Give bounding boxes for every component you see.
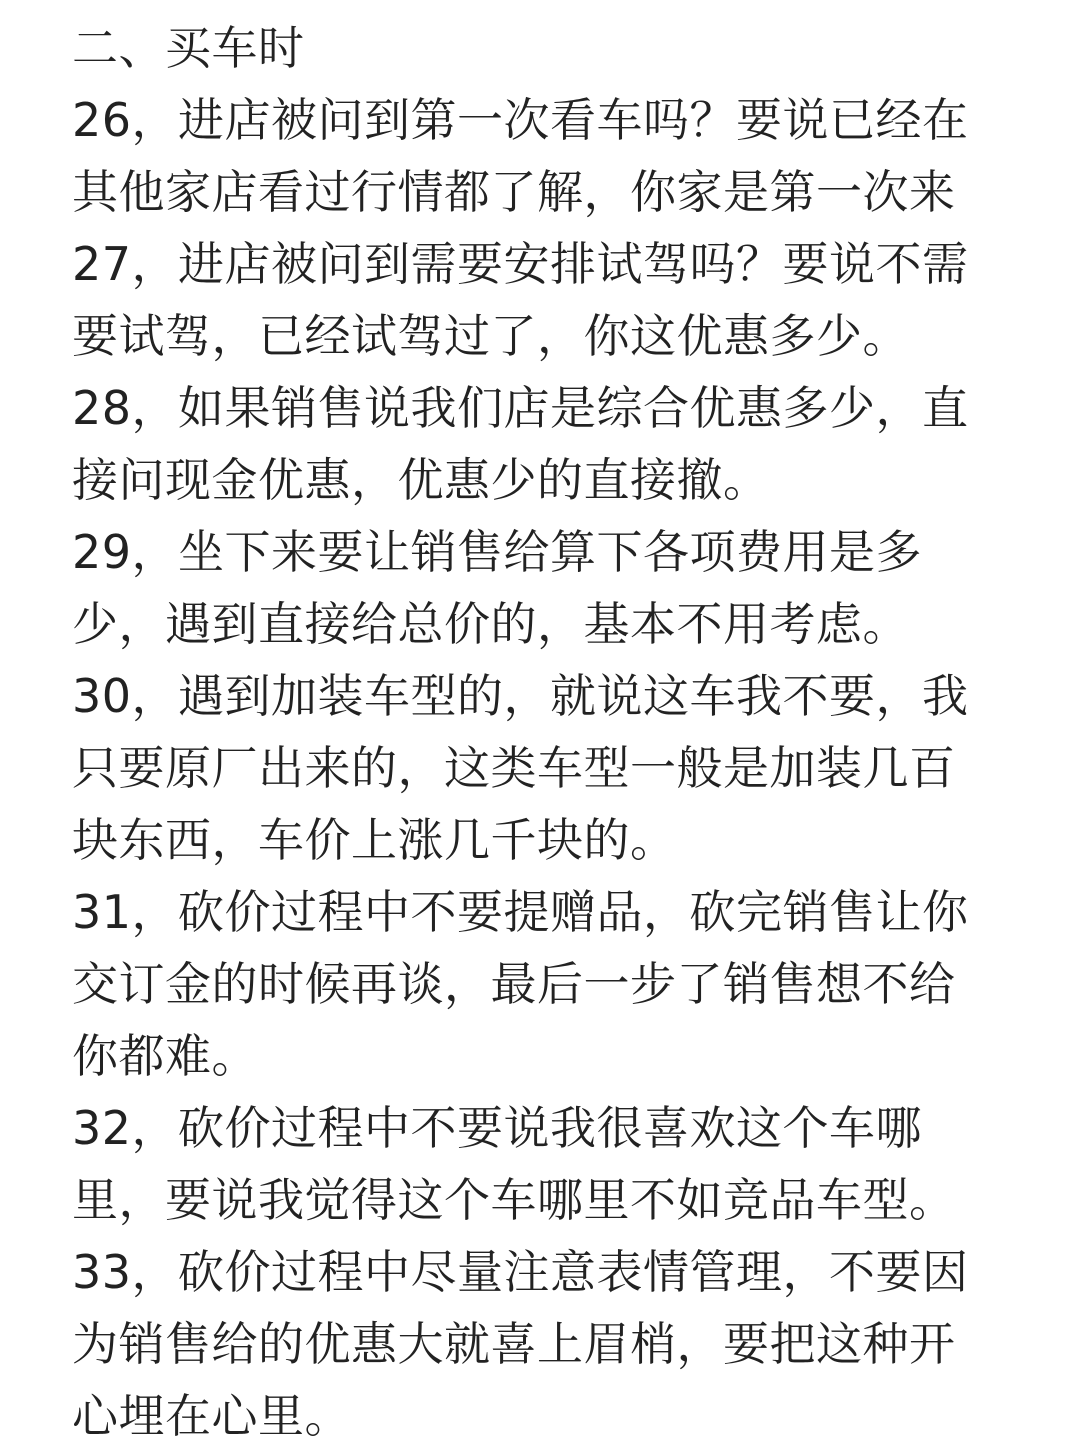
tip-29-line-1: 29，坐下来要让销售给算下各项费用是多: [72, 525, 923, 579]
tip-33-line-3: 心埋在心里。: [72, 1389, 351, 1443]
tip-27-line-1: 27，进店被问到需要安排试驾吗？要说不需: [72, 237, 969, 291]
tip-31-line-3: 你都难。: [72, 1029, 258, 1083]
tip-30-line-2: 只要原厂出来的，这类车型一般是加装几百: [72, 741, 956, 795]
tip-27-line-2: 要试驾，已经试驾过了，你这优惠多少。: [72, 309, 909, 363]
tip-33-line-2: 为销售给的优惠大就喜上眉梢，要把这种开: [72, 1317, 956, 1371]
tip-32-line-1: 32，砍价过程中不要说我很喜欢这个车哪: [72, 1101, 923, 1155]
document-body: [72, 12, 1012, 1452]
tip-32-line-2: 里，要说我觉得这个车哪里不如竞品车型。: [72, 1173, 956, 1227]
section-heading: 二、买车时: [72, 21, 305, 75]
tip-30-line-3: 块东西，车价上涨几千块的。: [72, 813, 677, 867]
tip-26-line-1: 26，进店被问到第一次看车吗？要说已经在: [72, 93, 969, 147]
tip-26-line-2: 其他家店看过行情都了解，你家是第一次来: [72, 165, 956, 219]
tip-29-line-2: 少，遇到直接给总价的，基本不用考虑。: [72, 597, 909, 651]
tip-31-line-1: 31，砍价过程中不要提赠品，砍完销售让你: [72, 885, 969, 939]
tip-28-line-2: 接问现金优惠，优惠少的直接撤。: [72, 453, 770, 507]
tip-33-line-1: 33，砍价过程中尽量注意表情管理，不要因: [72, 1245, 969, 1299]
tip-28-line-1: 28，如果销售说我们店是综合优惠多少，直: [72, 381, 969, 435]
tip-31-line-2: 交订金的时候再谈，最后一步了销售想不给: [72, 957, 956, 1011]
tip-30-line-1: 30，遇到加装车型的，就说这车我不要，我: [72, 669, 969, 723]
